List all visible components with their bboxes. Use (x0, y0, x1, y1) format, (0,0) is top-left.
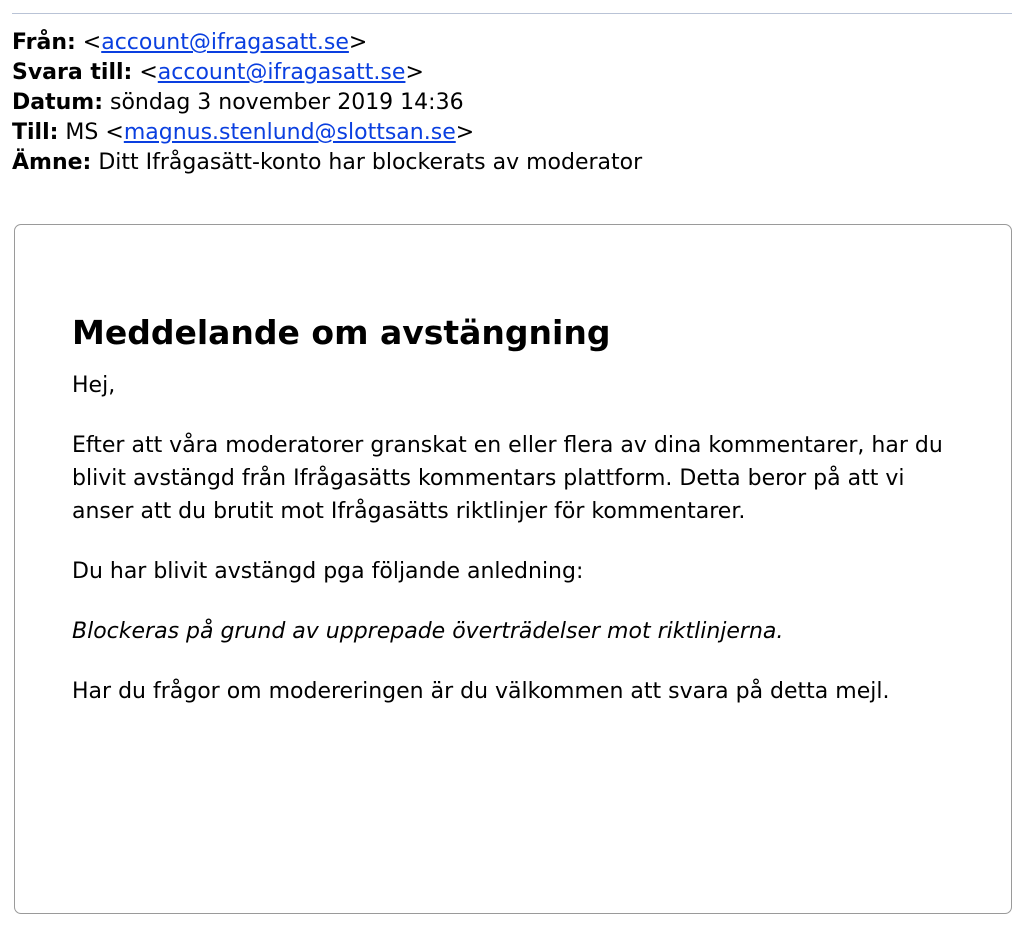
subject-label: Ämne: (12, 150, 92, 175)
subject-value: Ditt Ifrågasätt-konto har blockerats av moderator (91, 150, 643, 175)
message-greeting: Hej, (72, 373, 116, 398)
from-email-link[interactable]: account@ifragasatt.se (101, 30, 349, 55)
suspension-reason-intro: Du har blivit avstängd pga följande anledning: (72, 559, 584, 584)
reply-to-email-link[interactable]: account@ifragasatt.se (157, 60, 406, 85)
message-body-paragraph: Efter att våra moderatorer granskat en eller flera av dina kommentarer, har du blivit avstängd från Ifrågasätts kommentars plattform. Detta beror på att vi anser att du brutit mot Ifrågasätts riktlinjer för kommentarer. (72, 433, 943, 524)
message-title: Meddelande om avstängning (72, 313, 611, 352)
reply-to-open-bracket: < (132, 60, 158, 85)
email-headers (12, 28, 1012, 178)
date-label: Datum: (12, 90, 104, 115)
to-email-link[interactable]: magnus.stenlund@slottsan.se (123, 120, 456, 145)
to-header-row (12, 118, 1012, 148)
header-divider (12, 13, 1012, 14)
date-value: söndag 3 november 2019 14:36 (103, 90, 464, 115)
reply-to-close-bracket: > (405, 60, 424, 85)
message-content (72, 311, 972, 735)
from-open-bracket: < (75, 30, 102, 55)
from-close-bracket: > (348, 30, 368, 55)
from-label: Från: (12, 30, 76, 55)
suspension-reason: Blockeras på grund av upprepade överträdelser mot riktlinjerna. (72, 619, 784, 644)
date-header-row (12, 88, 1012, 118)
subject-header-row (12, 148, 1012, 178)
to-close-bracket: > (455, 120, 475, 145)
message-closing: Har du frågor om modereringen är du välkommen att svara på detta mejl. (72, 679, 890, 704)
to-name: MS < (58, 120, 124, 145)
from-header-row (12, 28, 1012, 58)
to-label: Till: (12, 120, 59, 145)
message-body-box (14, 224, 1012, 914)
reply-to-header-row (12, 58, 1012, 88)
reply-to-label: Svara till: (12, 60, 133, 85)
